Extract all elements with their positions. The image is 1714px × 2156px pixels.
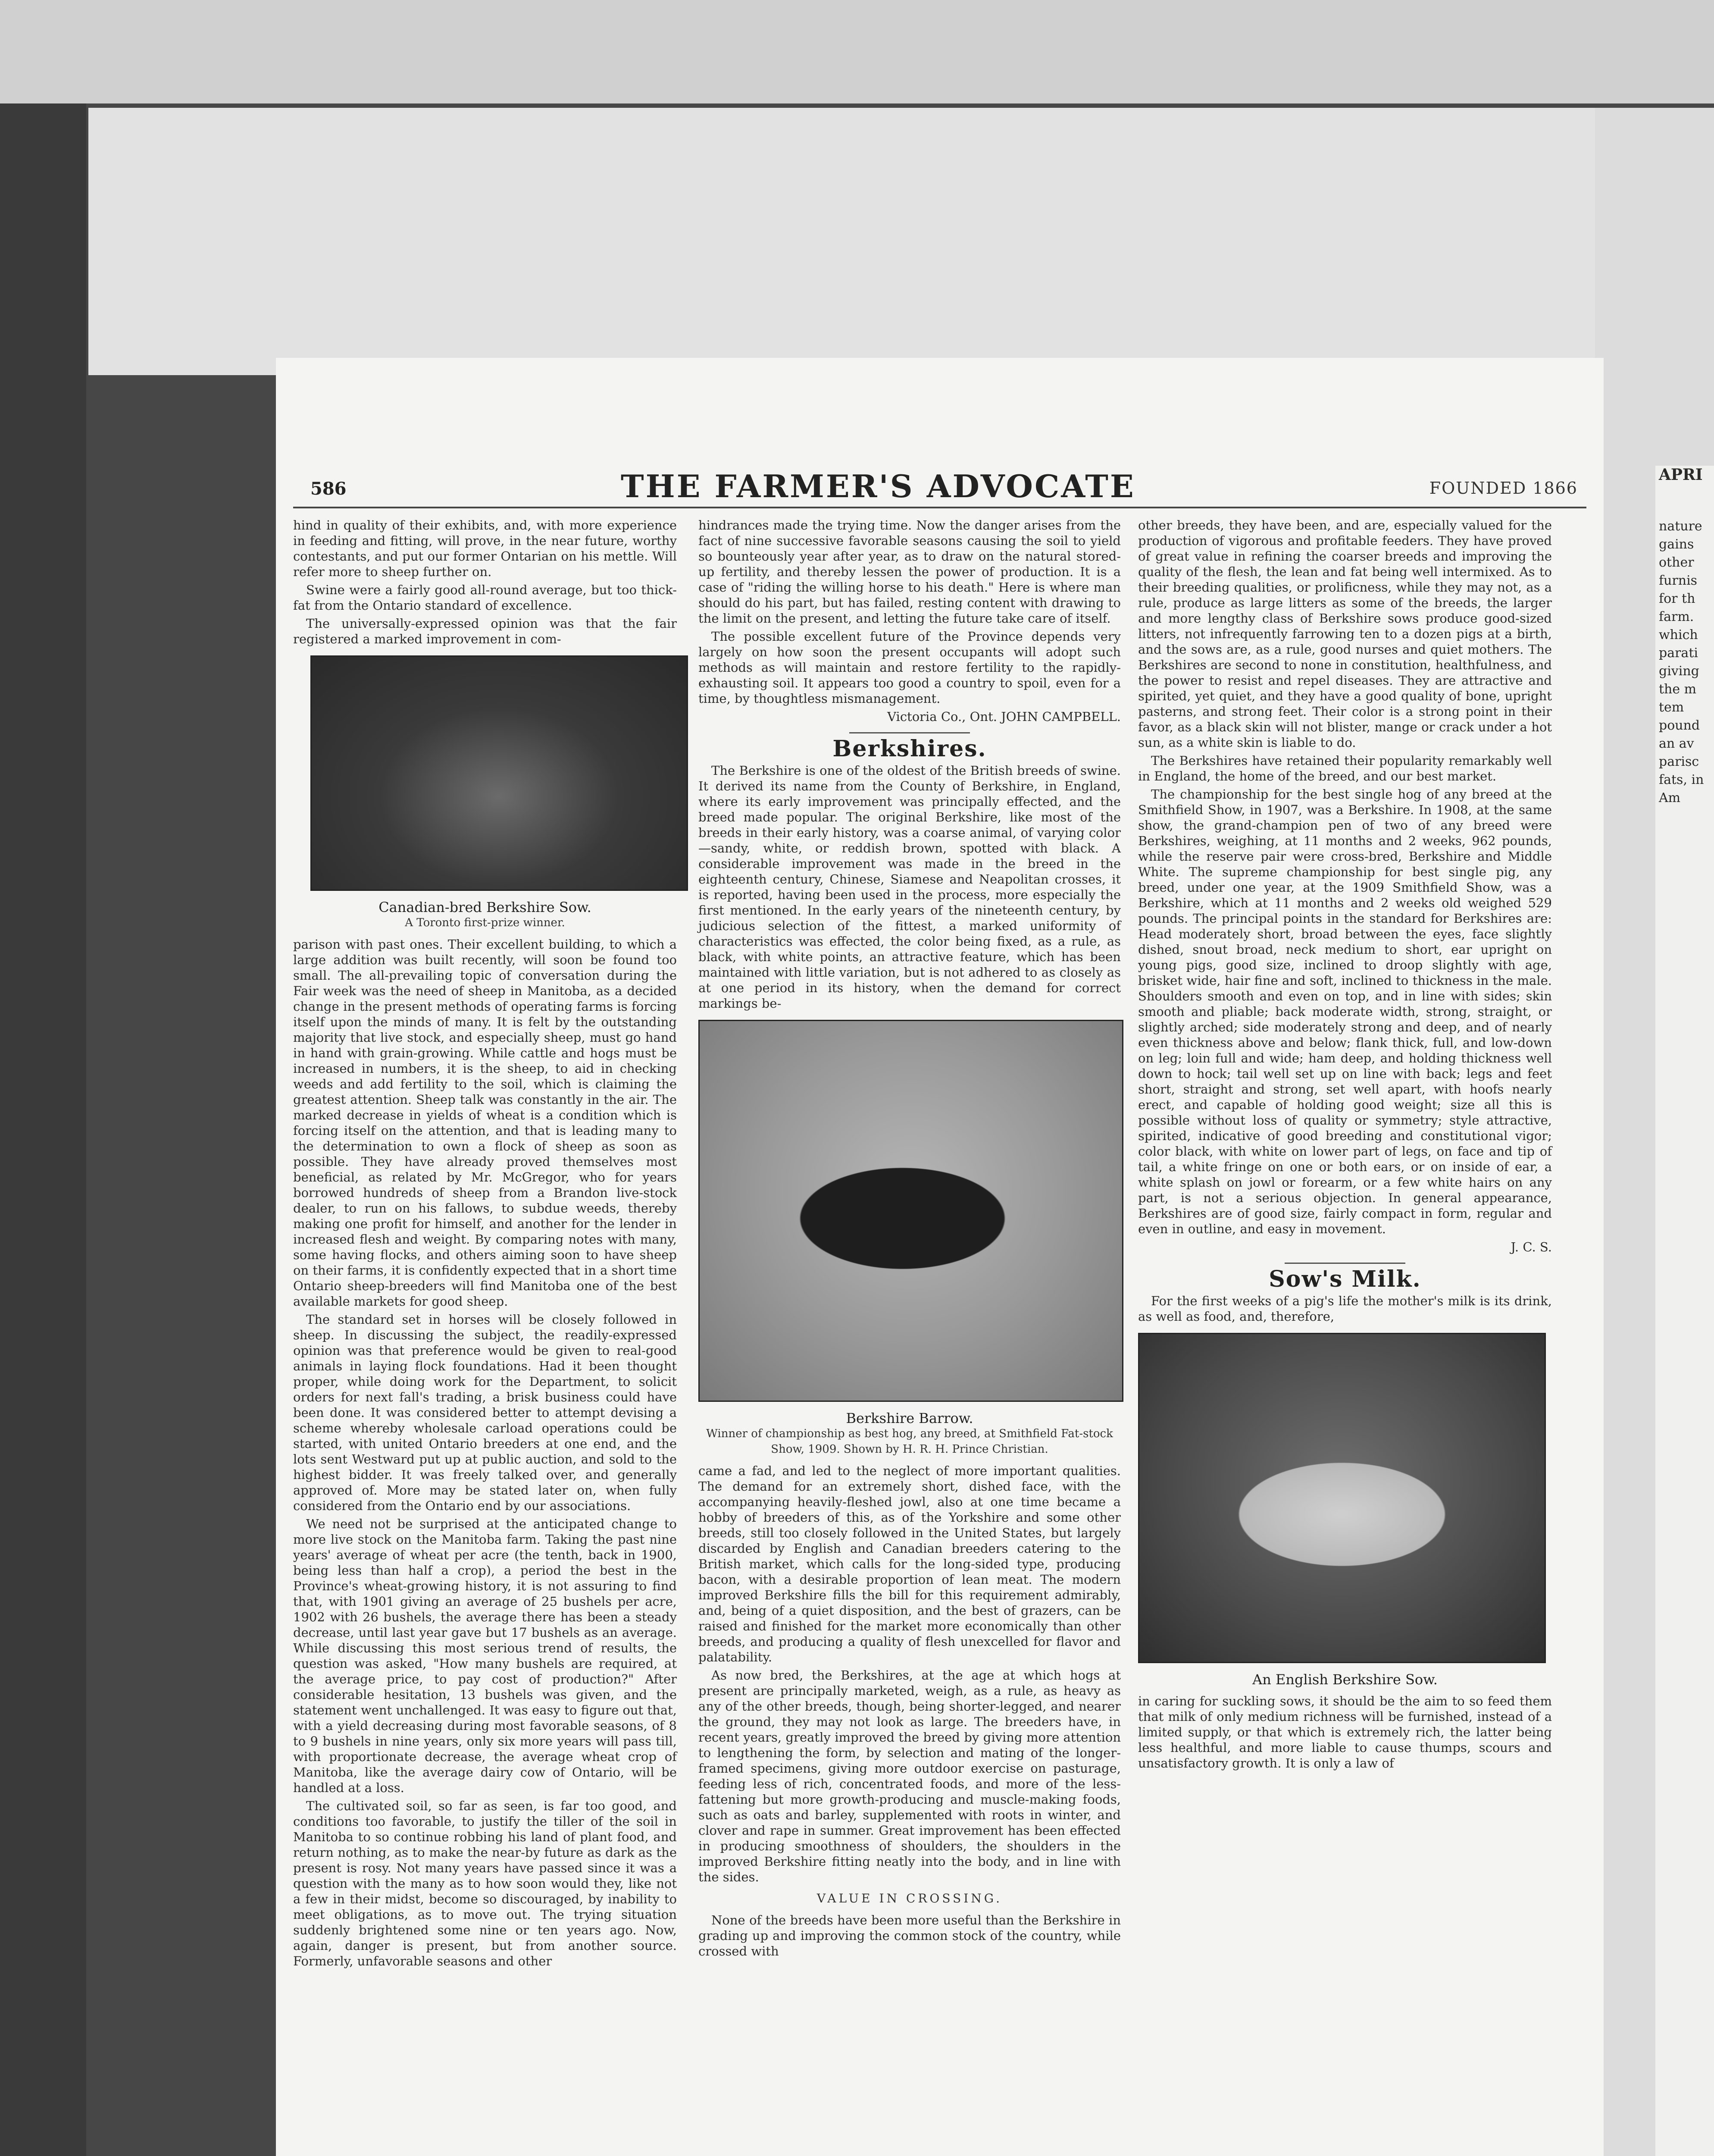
paragraph: The universally-expressed opinion was that the fair registered a marked improvement in com- xyxy=(293,616,677,646)
paragraph: Swine were a fairly good all-round average, but too thick-fat from the Ontario standard of excellence. xyxy=(293,583,677,613)
section-rule xyxy=(1285,1263,1405,1264)
column-2 xyxy=(698,517,1121,1962)
author-signoff: Victoria Co., Ont. JOHN CAMPBELL. xyxy=(887,709,1121,724)
paragraph: The possible excellent future of the Province depends very largely on how soon the present occupants will adopt such methods as will maintain and restore fertility to the rapidly-exhausting soil. It appears too good a country to spoil, even for a time, by thoughtless mismanagement. xyxy=(698,629,1121,706)
page-header xyxy=(293,466,1604,509)
paragraph: hindrances made the trying time. Now the danger arises from the fact of nine successive favorable seasons causing the soil to yield so bounteously year after year, as to draw on the natural stored-up fertility, and thereby lessen the power of production. It is a case of "riding the willing horse to his death." Here is where man should do his part, but has failed, resting content with drawing to the limit on the present, and letting the future take care of itself. xyxy=(698,518,1121,626)
founded-date: FOUNDED 1866 xyxy=(1429,479,1578,498)
previous-page-edge xyxy=(88,108,1623,375)
facing-page xyxy=(1655,466,1714,2156)
page-number: 586 xyxy=(310,479,347,499)
paragraph: The Berkshire is one of the oldest of the British breeds of swine. It derived its name from the County of Berkshire, in England, where its early improvement was principally effected, and the breed made popular. The original Berkshire, like most of the breeds in their early history, was a coarse animal, of varying color—sandy, white, or reddish brown, spotted with black. A considerable improvement was made in the breed in the eighteenth century, Chinese, Siamese and Neapolitan crosses, it is reported, having been used in the process, more especially the first mentioned. In the early years of the nineteenth century, by judicious selection of the fittest, a marked uniformity of characteristics was effected, the color being fixed, as a rule, as black, with white points, an attractive feature, which has been maintained with little variation, but is not adhered to as closely as at one period in its history, when the demand for correct markings be- xyxy=(698,763,1121,1011)
paragraph: came a fad, and led to the neglect of more important qualities. The demand for an extremely short, dished face, with the accompanying heavily-fleshed jowl, also at one time became a hobby of breeders of this, as of the Yorkshire and some other breeds, still too closely followed in the United States, but largely discarded by English and Canadian breeders catering to the British market, which calls for the long-sided type, producing bacon, with a desirable proportion of lean meat. The modern improved Berkshire fills the bill for this requirement admirably, and, being of a quiet disposition, and the best of grazers, can be raised and finished for the market more economically than other breeds, and producing a quality of flesh unexcelled for flavor and palatability. xyxy=(698,1463,1121,1664)
figure-subcaption: A Toronto first-prize winner. xyxy=(405,916,565,929)
author-signoff: J. C. S. xyxy=(1511,1240,1552,1254)
paragraph: The standard set in horses will be closely followed in sheep. In discussing the subject, the readily-expressed opinion was that preference would be given to real-good animals in laying flock foundations. Had it been thought proper, while doing work for the Department, to solicit orders for next fall's trading, a brisk business could have been done. It was considered better to attempt devising a scheme whereby wholesale carload operations could be started, with united Ontario breeders at one end, and the lots sent Westward put up at public auction, and sold to the highest bidder. It was freely talked over, and generally approved of. More may be stated later on, when fully considered from the Ontario end by our associations. xyxy=(293,1312,677,1513)
paragraph: in caring for suckling sows, it should be the aim to so feed them that milk of only medium richness will be furnished, instead of a limited supply, or that which is extremely rich, the latter being less healthful, and more liable to cause thumps, scours and unsatisfactory growth. It is only a law of xyxy=(1138,1694,1552,1771)
photo-berkshire-barrow xyxy=(698,1020,1123,1402)
figure-caption: Canadian-bred Berkshire Sow. xyxy=(378,899,591,915)
figure-caption: An English Berkshire Sow. xyxy=(1252,1671,1438,1688)
section-rule xyxy=(849,732,970,733)
figure-caption: Berkshire Barrow. xyxy=(846,1410,973,1426)
paragraph: The cultivated soil, so far as seen, is far too good, and conditions too favorable, to justify the tiller of the soil in Manitoba to so continue robbing his land of plant food, and return nothing, as to make the near-by future as dark as the present is rosy. Not many years have passed since it was a question with the many as to how soon would they, like not a few in their midst, become so discouraged, by inability to meet obligations, as to move out. The trying situation suddenly brightened some nine or ten years ago. Now, again, danger is present, but from another source. Formerly, unfavorable seasons and other xyxy=(293,1799,677,1968)
column-1 xyxy=(293,517,677,1971)
facing-page-header: APRI xyxy=(1659,466,1703,484)
paragraph: As now bred, the Berkshires, at the age at which hogs at present are principally marketed, weigh, as a rule, as heavy as any of the other breeds, though, being shorter-legged, and nearer the ground, they may not look as large. The breeders have, in recent years, greatly improved the breed by giving more attention to lengthening the form, by selection and mating of the longer-framed specimens, giving more outdoor exercise on pasturage, feeding less of rich, concentrated foods, and more of the less-fattening but more growth-producing and muscle-making foods, such as oats and barley, supplemented with roots in winter, and clover and rape in summer. Great improvement has been effected in producing smoothness of shoulders, the shoulders in the improved Berkshire fitting neatly into the body, and in line with the sides. xyxy=(698,1668,1121,1884)
scan-background-top xyxy=(0,0,1714,103)
figure-canadian-sow xyxy=(293,655,677,897)
photo-english-sow xyxy=(1138,1333,1546,1663)
figure-subcaption: Winner of championship as best hog, any breed, at Smithfield Fat-stock Show, 1909. Shown by H. R. H. Prince Christian. xyxy=(706,1427,1113,1456)
paragraph: For the first weeks of a pig's life the mother's milk is its drink, as well as food, and, therefore, xyxy=(1138,1294,1552,1324)
column-3 xyxy=(1138,517,1552,1774)
figure-berkshire-barrow xyxy=(698,1020,1121,1408)
article-headline: Sow's Milk. xyxy=(1269,1266,1421,1292)
photo-canadian-sow xyxy=(310,655,688,891)
newspaper-page xyxy=(276,358,1604,2156)
section-subhead: VALUE IN CROSSING. xyxy=(816,1891,1003,1905)
scan-background-left xyxy=(0,103,86,2156)
paragraph: The championship for the best single hog of any breed at the Smithfield Show, in 1907, was a Berkshire. In 1908, at the same show, the grand-champion pen of two of any breed were Berkshires, weighing, at 11 months and 2 weeks, 962 pounds, while the reserve pair were cross-bred, Berkshire and Middle White. The supreme championship for best single pig, any breed, under one year, at the 1909 Smithfield Show, was a Berkshire, which at 11 months and 2 weeks old weighed 529 pounds. The principal points in the standard for Berkshires are: Head moderately short, broad between the eyes, face slightly dished, snout broad, neck medium to short, ear upright on young pigs, good size, inclined to droop slightly with age, brisket wide, hair fine and soft, inclined to thickness in the male. Shoulders smooth and even on top, and in line with sides; skin smooth and pliable; back moderate width, strong, straight, or slightly arched; side moderately strong and deep, and of nearly even thickness above and below; flank thick, full, and low-down on leg; loin full and wide; ham deep, and holding thickness well down to hock; tail well set up on line with back; legs and feet short, straight and strong, set well apart, with hoofs nearly erect, and capable of holding good weight; size all this is possible without loss of quality or symmetry; style attractive, spirited, indicative of good breeding and constitutional vigor; color black, with white on lower part of legs, on face and tip of tail, a white fringe on one or both ears, or on inside of ear, a white splash on jowl or forearm, or a few white hairs on any part, is not a serious objection. In general appearance, Berkshires are of good size, fairly compact in form, regular and even in outline, and easy in movement. xyxy=(1138,787,1552,1236)
paragraph: parison with past ones. Their excellent building, to which a large addition was built recently, will soon be found too small. The all-prevailing topic of conversation during the Fair week was the need of sheep in Manitoba, as a decided change in the present methods of operating farms is forcing itself upon the minds of many. It is felt by the outstanding majority that live stock, and especially sheep, must go hand in hand with grain-growing. While cattle and hogs must be increased in numbers, it is the sheep, to aid in checking weeds and add fertility to the soil, which is claiming the greatest attention. Sheep talk was constantly in the air. The marked decrease in yields of wheat is a condition which is forcing itself on the attention, and that is leading many to the determination to own a flock of sheep as soon as possible. They have already proved themselves most beneficial, as related by Mr. McGregor, who for years borrowed hundreds of sheep from a Brandon live-stock dealer, to run on his fallows, to subdue weeds, thereby making one profit for himself, and another for the lender in increased flesh and weight. By comparing notes with many, some having flocks, and others aiming soon to have sheep on their farms, it is confidently expected that in a short time Ontario sheep-breeders will find Manitoba one of the best available markets for good sheep. xyxy=(293,937,677,1309)
facing-page-text: nature gains other furnis for th farm. which parati giving the m tem pound an av parisc fats, in Am xyxy=(1659,519,1704,805)
paragraph: The Berkshires have retained their popularity remarkably well in England, the home of the breed, and our best market. xyxy=(1138,753,1552,783)
figure-english-sow xyxy=(1138,1333,1552,1669)
paragraph: None of the breeds have been more useful than the Berkshire in grading up and improving the common stock of the country, while crossed with xyxy=(698,1913,1121,1959)
paragraph: We need not be surprised at the anticipated change to more live stock on the Manitoba farm. Taking the past nine years' average of wheat per acre (the tenth, back in 1900, being less than half a crop), a period the best in the Province's wheat-growing history, it is not assuring to find that, with 1901 giving an average of 25 bushels per acre, 1902 with 26 bushels, the average there has been a steady decrease, until last year gave but 17 bushels as an average. While discussing this most serious trend of results, the question was asked, "How many bushels are required, at the average price, to pay cost of production?" After considerable hesitation, 13 bushels was given, and the statement went unchallenged. It was easy to figure out that, with a yield decreasing during most favorable seasons, of 8 to 9 bushels in nine years, only six more years will pass till, with proportionate decrease, the average wheat crop of Manitoba, like the average dairy cow of Ontario, will be handled at a loss. xyxy=(293,1517,677,1795)
paragraph: other breeds, they have been, and are, especially valued for the production of vigorous and profitable feeders. They have proved of great value in refining the coarser breeds and improving the quality of the flesh, the lean and fat being well intermixed. As to their breeding qualities, or prolificness, while they may not, as a rule, produce as large litters as some of the breeds, the larger and more lengthy class of Berkshire sows produce good-sized litters, not infrequently farrowing ten to a dozen pigs at a birth, and the sows are, as a rule, good nurses and quiet mothers. The Berkshires are second to none in constitution, healthfulness, and the power to resist and repel diseases. They are attractive and spirited, yet quiet, and they have a good quality of bone, upright pasterns, and strong feet. Their color is a strong point in their favor, as a black skin will not blister, mange or crack under a hot sun, as a white skin is liable to do. xyxy=(1138,518,1552,750)
paragraph: hind in quality of their exhibits, and, with more experience in feeding and fitting, will prove, in the near future, worthy contestants, and put our former Ontarian on his mettle. Will refer more to sheep further on. xyxy=(293,518,677,579)
header-rule xyxy=(293,507,1586,508)
masthead: THE FARMER'S ADVOCATE xyxy=(621,468,1135,505)
article-headline: Berkshires. xyxy=(832,736,987,762)
